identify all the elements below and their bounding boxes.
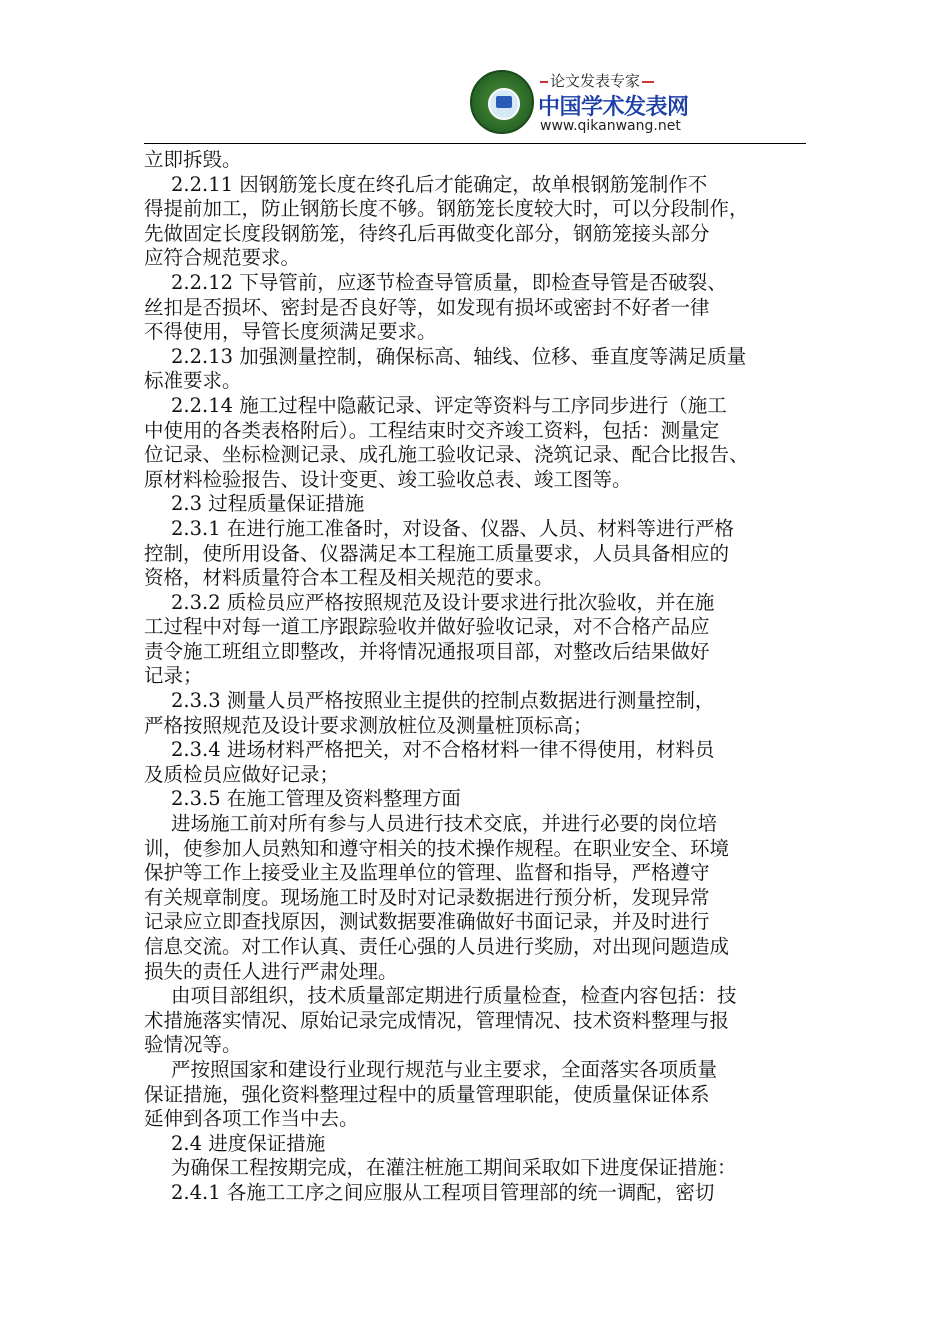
- text-line: 验情况等。: [144, 1033, 242, 1057]
- text-line: 损失的责任人进行严肃处理。: [144, 959, 398, 983]
- text-line: 训，使参加人员熟知和遵守相关的技术操作规程。在职业安全、环境: [144, 836, 730, 860]
- book-icon: [496, 96, 512, 108]
- text-line: 应符合规范要求。: [144, 246, 301, 270]
- text-line: 记录应立即查找原因，测试数据要准确做好书面记录，并及时进行: [144, 910, 710, 934]
- seal-emblem-icon: [470, 70, 534, 134]
- text-line: 2.3 过程质量保证措施: [171, 492, 365, 516]
- text-line: 2.2.14 施工过程中隐蔽记录、评定等资料与工序同步进行（施工: [171, 393, 727, 417]
- text-line: 为确保工程按期完成，在灌注桩施工期间采取如下进度保证措施：: [171, 1156, 737, 1180]
- text-line: 工过程中对每一道工序跟踪验收并做好验收记录，对不合格产品应: [144, 615, 710, 639]
- text-line: 及质检员应做好记录；: [144, 762, 340, 786]
- arrow-icon: [642, 81, 654, 83]
- text-line: 严按照国家和建设行业现行规范与业主要求，全面落实各项质量: [171, 1057, 718, 1081]
- text-line: 标准要求。: [144, 369, 242, 393]
- text-line: 2.3.3 测量人员严格按照业主提供的控制点数据进行测量控制，: [171, 689, 715, 713]
- text-line: 严格按照规范及设计要求测放桩位及测量桩顶标高；: [144, 713, 593, 737]
- text-line: 中使用的各类表格附后）。工程结束时交齐竣工资料，包括：测量定: [144, 418, 720, 442]
- text-line: 保证措施，强化资料整理过程中的质量管理职能，使质量保证体系: [144, 1082, 710, 1106]
- text-line: 位记录、坐标检测记录、成孔施工验收记录、浇筑记录、配合比报告、: [144, 443, 749, 467]
- text-line: 保护等工作上接受业主及监理单位的管理、监督和指导，严格遵守: [144, 861, 710, 885]
- text-line: 原材料检验报告、设计变更、竣工验收总表、竣工图等。: [144, 467, 632, 491]
- text-line: 控制，使所用设备、仪器满足本工程施工质量要求，人员具备相应的: [144, 541, 730, 565]
- text-line: 先做固定长度段钢筋笼，待终孔后再做变化部分，钢筋笼接头部分: [144, 221, 710, 245]
- text-line: 由项目部组织，技术质量部定期进行质量检查，检查内容包括：技: [171, 984, 737, 1008]
- text-line: 2.4.1 各施工工序之间应服从工程项目管理部的统一调配，密切: [171, 1180, 715, 1204]
- text-line: 2.3.1 在进行施工准备时，对设备、仪器、人员、材料等进行严格: [171, 516, 734, 540]
- logo-brand-name: 中国学术发表网: [538, 95, 689, 120]
- text-line: 2.3.5 在施工管理及资料整理方面: [171, 787, 461, 811]
- text-line: 有关规章制度。现场施工时及时对记录数据进行预分析，发现异常: [144, 885, 710, 909]
- logo-slogan: 论文发表专家: [540, 70, 654, 91]
- text-line: 信息交流。对工作认真、责任心强的人员进行奖励，对出现问题造成: [144, 935, 730, 958]
- logo-url: www.qikanwang.net: [540, 118, 681, 134]
- text-line: 2.4 进度保证措施: [171, 1131, 326, 1155]
- text-line: 得提前加工，防止钢筋长度不够。钢筋笼长度较大时，可以分段制作，: [144, 197, 749, 221]
- text-line: 责令施工班组立即整改，并将情况通报项目部，对整改后结果做好: [144, 639, 710, 663]
- text-line: 2.2.12 下导管前，应逐节检查导管质量，即检查导管是否破裂、: [171, 270, 727, 294]
- dash-icon: [540, 81, 548, 83]
- text-line: 丝扣是否损坏、密封是否良好等，如发现有损坏或密封不好者一律: [144, 295, 710, 319]
- text-line: 2.3.2 质检员应严格按照规范及设计要求进行批次验收，并在施: [171, 590, 715, 614]
- text-line: 术措施落实情况、原始记录完成情况，管理情况、技术资料整理与报: [144, 1008, 730, 1032]
- text-line: 延伸到各项工作当中去。: [144, 1107, 359, 1131]
- text-line: 不得使用，导管长度须满足要求。: [144, 320, 437, 344]
- text-line: 2.2.11 因钢筋笼长度在终孔后才能确定，故单根钢筋笼制作不: [171, 172, 708, 196]
- site-logo[interactable]: [468, 68, 698, 140]
- document-body: [144, 148, 806, 1206]
- text-line: 立即拆毁。: [144, 148, 242, 171]
- text-line: 资格，材料质量符合本工程及相关规范的要求。: [144, 566, 554, 590]
- text-line: 2.3.4 进场材料严格把关，对不合格材料一律不得使用，材料员: [171, 738, 715, 762]
- text-line: 2.2.13 加强测量控制，确保标高、轴线、位移、垂直度等满足质量: [171, 344, 747, 368]
- text-line: 进场施工前对所有参与人员进行技术交底，并进行必要的岗位培: [171, 812, 718, 836]
- header-divider: [144, 143, 806, 144]
- text-line: 记录；: [144, 664, 203, 688]
